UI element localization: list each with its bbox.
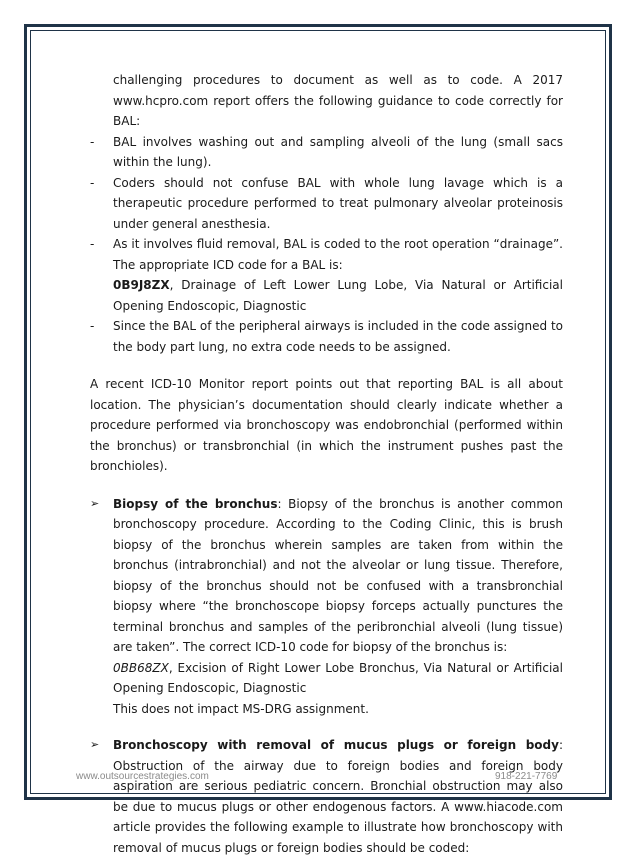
intro-text: challenging procedures to document as well as to code. A 2017 www.hcpro.com report offers the following guidance to code correctly for BAL: [113,73,563,128]
dash-marker: - [90,319,95,333]
dash-marker: - [90,134,95,149]
arrow-bullet-icon: ➢ [90,738,100,751]
bullet-item [90,735,563,858]
dash-marker: - [90,175,95,190]
bullet-heading: Bronchoscopy with removal of mucus plugs or foreign body [113,738,559,752]
list-item-text: Since the BAL of the peripheral airways is included in the code assigned to the body part lung, no extra code needs to be assigned. [113,319,563,354]
page-content [90,70,563,858]
bullet-heading: Biopsy of the bronchus [113,496,278,511]
footer-phone: 918-221-7769 [495,771,558,782]
list-item [90,173,563,235]
bullet-text [113,735,563,858]
code-line [113,275,563,316]
dash-marker: - [90,237,95,251]
bullet-text [113,494,563,658]
code-line [113,658,563,699]
icd-code-description: , Excision of Right Lower Lobe Bronchus, Via Natural or Artificial Opening Endoscopic, Diagnostic [113,660,563,695]
icd-code: 0B9J8ZX [113,278,170,292]
footer-website: www.outsourcestrategies.com [76,771,209,782]
list-item [90,132,563,173]
list-item-text: Coders should not confuse BAL with whole lung lavage which is a therapeutic procedure performed to treat pulmonary alveolar proteinosis under general anesthesia. [113,175,563,231]
arrow-bullet-icon: ➢ [90,496,100,510]
bullet-note: This does not impact MS-DRG assignment. [113,701,369,716]
icd-code: 0BB68ZX [113,660,169,675]
bullet-body: : Biopsy of the bronchus is another common bronchoscopy procedure. According to the Coding Clinic, this is brush biopsy of the bronchus wherein samples are taken from within the bronchus (intrabronchial) and not the alveolar or lung tissue. Therefore, biopsy of the bronchus should not be confused with a transbronchial biopsy where “the bronchoscope biopsy forceps actually punctures the terminal bronchus and samples of the peribronchial alveoli (lung tissue) are taken”. The correct ICD-10 code for biopsy of the bronchus is: [113,496,563,654]
list-item-text: As it involves fluid removal, BAL is coded to the root operation “drainage”. The appropriate ICD code for a BAL is: [113,237,563,272]
list-item [90,234,563,316]
icd-code-description: , Drainage of Left Lower Lung Lobe, Via Natural or Artificial Opening Endoscopic, Diagnostic [113,278,563,313]
bullet-item [90,494,563,720]
bullet-body: : Obstruction of the airway due to foreign bodies and foreign body aspiration are serious pediatric concern. Bronchial obstruction may also be due to mucus plugs or other endogenous factors. A www.hiacode.com article provides the following example to illustrate how bronchoscopy with removal of mucus plugs or foreign bodies should be coded: [113,738,563,855]
list-item-text: BAL involves washing out and sampling alveoli of the lung (small sacs within the lung). [113,134,563,169]
body-paragraph: A recent ICD-10 Monitor report points out that reporting BAL is all about location. The physician’s documentation should clearly indicate whether a procedure performed via bronchoscopy was endobronchial (performed within the bronchus) or transbronchial (in which the instrument pushes past the bronchioles). [90,377,563,473]
list-item [90,316,563,357]
